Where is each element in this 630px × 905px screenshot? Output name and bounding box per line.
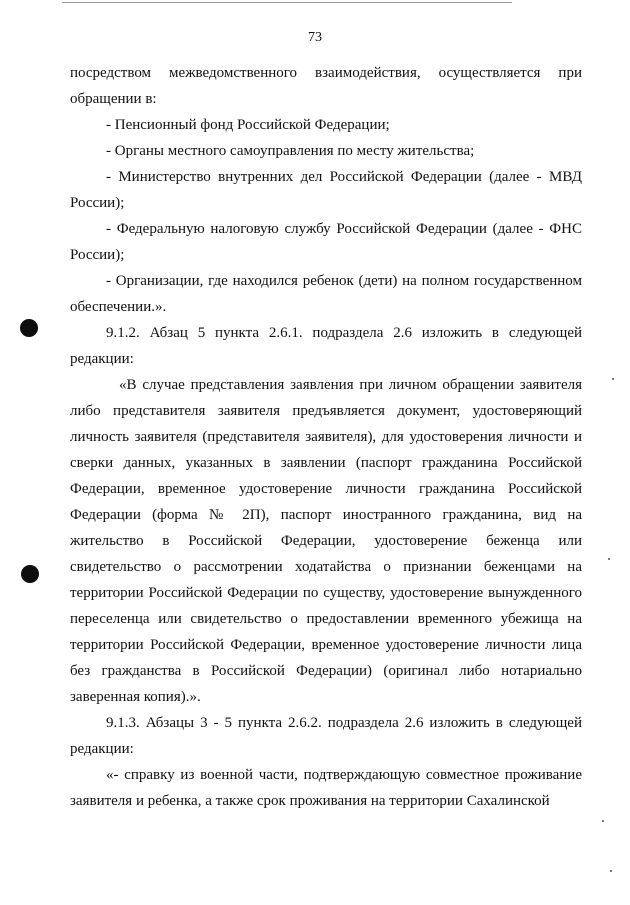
punch-hole-lower: [21, 565, 39, 583]
scan-speck: [612, 378, 614, 380]
quoted-amendment: «В случае представления заявления при личном обращении заявителя либо представителя заявителя предъявляется документ, удостоверяющий личность заявителя (представителя заявителя), для удостоверения личности и сверки данных, указанных в заявлении (паспорт гражданина Российской Федерации, временное удостоверение личности гражданина Российской Федерации (форма № 2П), паспорт иностранного гражданина, вид на жительство в Российской Федерации, удостоверение беженца или свидетельство о рассмотрении ходатайства о признании беженцами на территории Российской Федерации по существу, удостоверение вынужденного переселенца или свидетельство о предоставлении временного убежища на территории Российской Федерации, временное удостоверение личности лица без гражданства в Российской Федерации) (оригинал либо нотариально заверенная копия).».: [70, 377, 582, 705]
scan-top-rule: [62, 2, 512, 3]
scan-speck: [610, 870, 612, 872]
list-item-organizations: - Организации, где находился ребенок (дети) на полном государственном обеспечении.».: [70, 273, 582, 315]
list-item-mvd: - Министерство внутренних дел Российской Федерации (далее - МВД России);: [70, 169, 582, 211]
document-body: [70, 60, 582, 814]
clause-9-1-3: 9.1.3. Абзацы 3 - 5 пункта 2.6.2. подраздела 2.6 изложить в следующей редакции:: [70, 715, 582, 757]
scan-speck: [602, 820, 604, 822]
punch-hole-upper: [20, 319, 38, 337]
list-item-pension-fund: - Пенсионный фонд Российской Федерации;: [106, 117, 390, 133]
clause-9-1-2: 9.1.2. Абзац 5 пункта 2.6.1. подраздела 2.6 изложить в следующей редакции:: [70, 325, 582, 367]
paragraph-intro: посредством межведомственного взаимодействия, осуществляется при обращении в:: [70, 65, 582, 107]
scan-speck: [608, 558, 610, 560]
page-number: 73: [308, 30, 322, 45]
list-item-fns: - Федеральную налоговую службу Российской Федерации (далее - ФНС России);: [70, 221, 582, 263]
quoted-military-certificate: «- справку из военной части, подтверждающую совместное проживание заявителя и ребенка, а также срок проживания на территории Сахалинской: [70, 767, 582, 809]
list-item-local-government: - Органы местного самоуправления по месту жительства;: [106, 143, 475, 159]
